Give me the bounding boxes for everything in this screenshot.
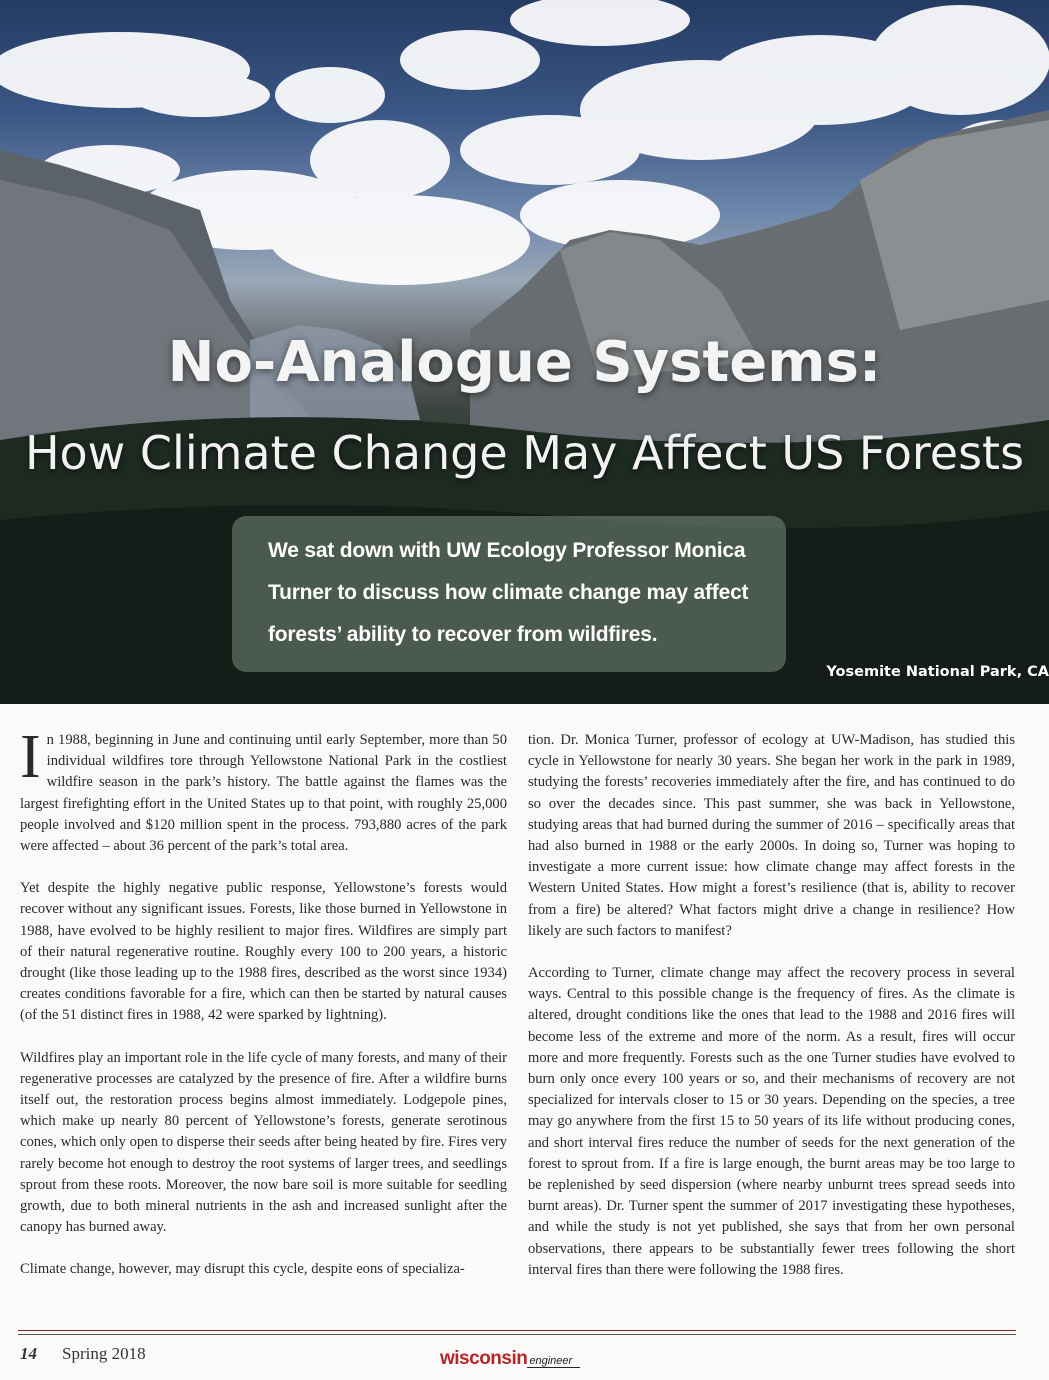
magazine-logo — [440, 1348, 580, 1376]
issue-label: Spring 2018 — [62, 1344, 146, 1363]
drop-cap: I — [20, 723, 41, 791]
article-paragraph: According to Turner, climate change may affect the recovery process in several ways. Central to this possible change is the frequency of fires. As the climate is altered, drought conditions like the ones that lead to the 1988 and 2016 fires will become less of the extreme and more of the norm. As a result, fires will occur more and more frequently. Forests such as the one Turner studies have evolved to burn only once every 100 years or so, and their mechanisms of recovery are not specialized for intervals closer to 15 or 30 years. Depending on the species, a tree may go anywhere from the first 15 to 50 years of its life without producing cones, and short interval fires reduce the number of seeds for the next generation of the forest to sprout from. If a fire is large enough, the burnt areas may be too large to be replenished by seed dispersion (where nearby unburnt trees spread seeds into burnt areas). Dr. Turner spent the summer of 2017 investigating these hypotheses, and while the study is not yet published, she says that from her own personal observations, there appears to be substantially fewer trees following the short interval fires than there were following the 1988 fires. — [528, 965, 1015, 1278]
intro-box — [232, 516, 786, 672]
intro-line: We sat down with UW Ecology Professor Monica — [268, 539, 746, 562]
article-paragraph: tion. Dr. Monica Turner, professor of ecology at UW-Madison, has studied this cycle in Yellowstone for nearly 30 years. She began her work in the park in 1989, studying the forests’ recoveries immediately after the fire, and has continued to do so over the decades since. This past summer, she was back in Yellowstone, studying areas that had burned during the summer of 2016 – specifically areas that had also burned in 1988 or the early 2000s. In doing so, Turner was hoping to investigate a more current issue: how climate change may affect forests in the Western United States. How might a forest’s resilience (that is, ability to recover from a fire) be altered? What factors might drive a change in resilience? How likely are such factors to manifest? — [528, 732, 1015, 939]
article-paragraph: Yet despite the highly negative public response, Yellowstone’s forests would recover without any significant issues. Forests, like those burned in Yellowstone in 1988, have evolved to be highly resilient to major fires. Wildfires are simply part of their natural regenerative routine. Roughly every 100 to 200 years, a historic drought (like those leading up to the 1988 fires, described as the worst since 1934) creates conditions favorable for a fire, which can then be started by natural causes (of the 51 distinct fires in 1988, 42 were sparked by lightning). — [20, 880, 507, 1024]
intro-line: Turner to discuss how climate change may affect — [268, 581, 749, 604]
footer-divider — [18, 1330, 1016, 1331]
page-number: 14 — [20, 1344, 37, 1363]
logo-subword: engineer — [527, 1355, 580, 1368]
footer-divider — [18, 1334, 1016, 1335]
intro-line: forests’ ability to recover from wildfires. — [268, 623, 658, 646]
article-subtitle: How Climate Change May Affect US Forests — [24, 426, 1025, 480]
article-column-left — [20, 723, 507, 1302]
article-paragraph: In 1988, beginning in June and continuing until early September, more than 50 individual wildfires tore through Yellowstone National Park in the costliest wildfire season in the park’s history. The battle against the flames was the largest firefighting effort in the United States up to that point, with roughly 25,000 people involved and $120 million spent in the process. 793,880 acres of the park were affected – about 36 percent of the park’s total area. — [20, 723, 507, 855]
article-paragraph: Climate change, however, may disrupt this cycle, despite eons of specializa- — [20, 1261, 465, 1278]
photo-caption: Yosemite National Park, CA — [826, 664, 1049, 680]
article-column-right — [528, 730, 1015, 1302]
logo-wordmark: wisconsin — [440, 1348, 528, 1369]
article-title: No-Analogue Systems: — [167, 330, 882, 395]
article-paragraph: Wildfires play an important role in the life cycle of many forests, and many of their regenerative processes are catalyzed by the presence of fire. After a wildfire burns itself out, the restoration process begins almost immediately. Lodgepole pines, which make up nearly 80 percent of Yellowstone’s forests, generate serotinous cones, which only open to disperse their seeds after being heated by fire. Fires very rarely become hot enough to destroy the root systems of larger trees, and seedlings sprout from these roots. Moreover, the now bare soil is more suitable for seedling growth, due to both mineral nutrients in the ash and increased sunlight after the canopy has burned away. — [20, 1049, 507, 1236]
